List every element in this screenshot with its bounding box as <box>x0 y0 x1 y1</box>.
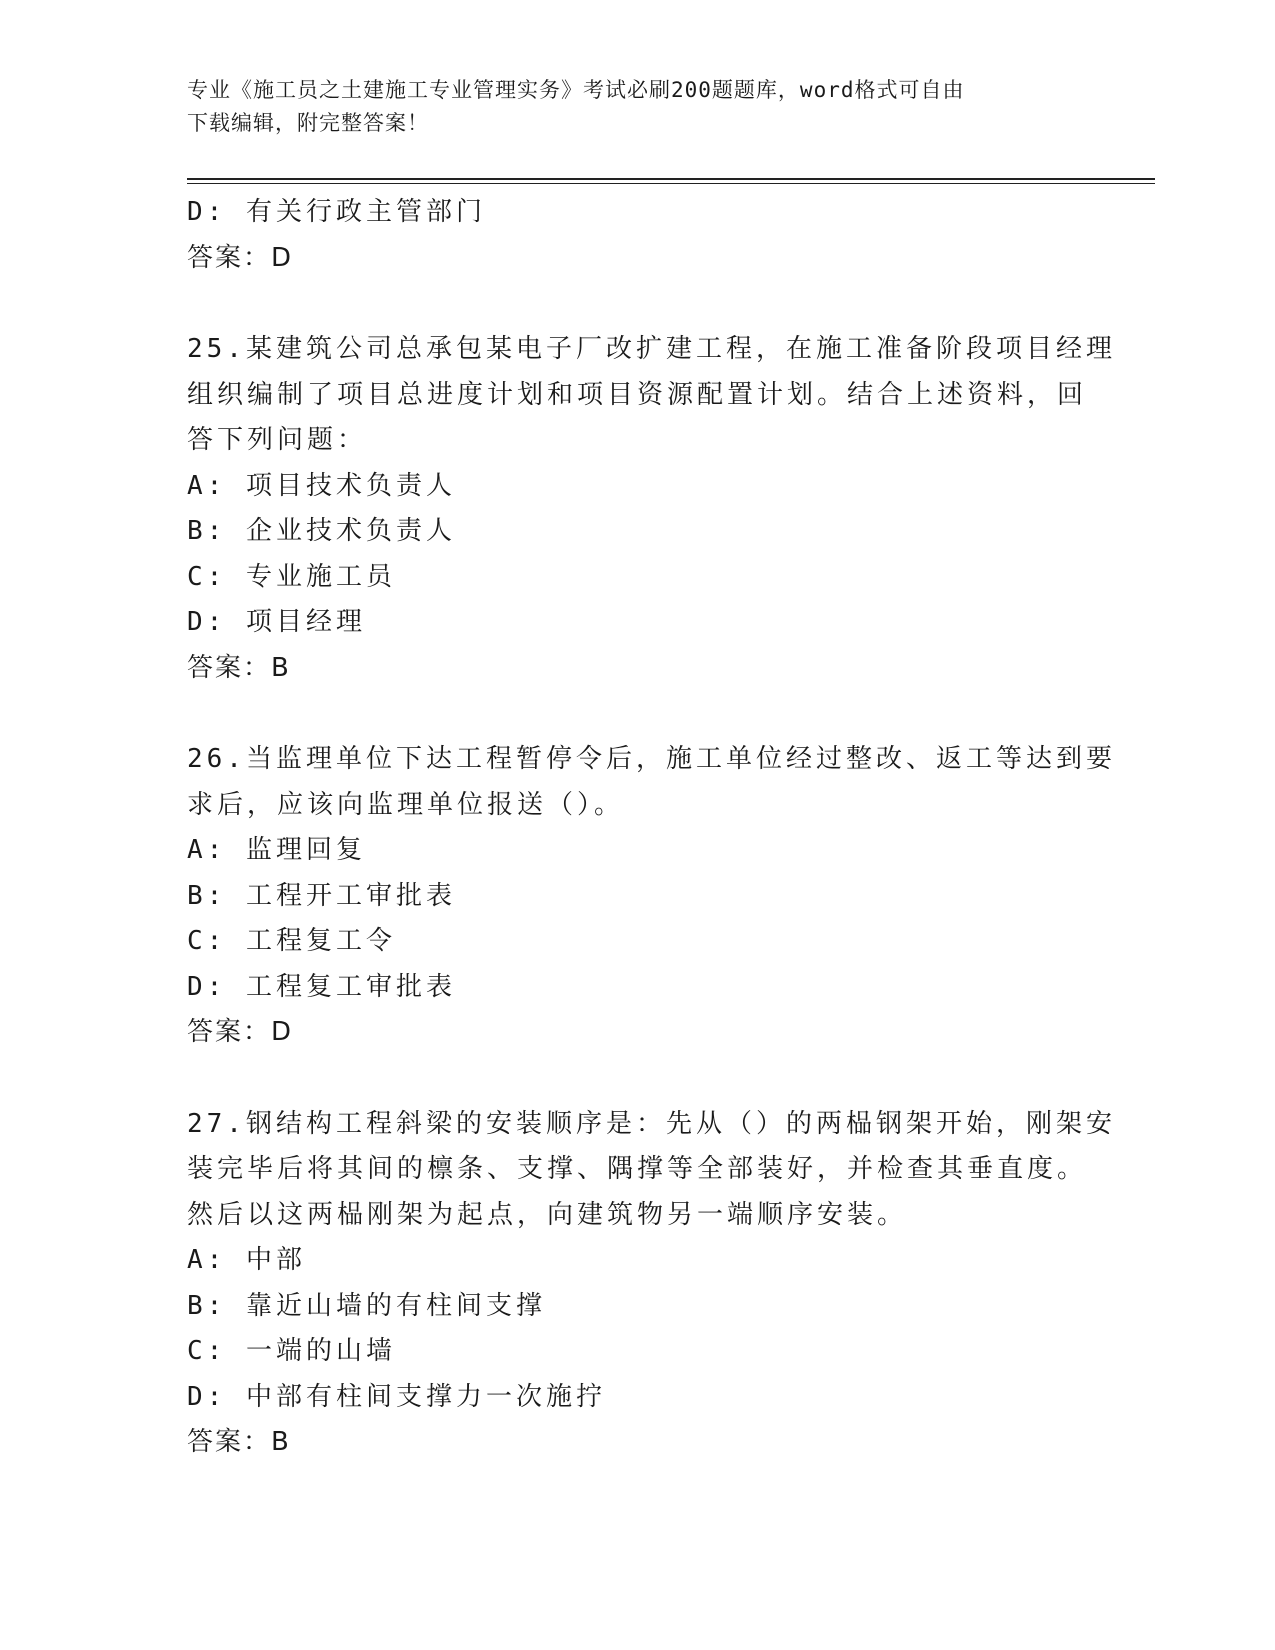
question-content <box>187 190 1116 1466</box>
header-divider-thick <box>187 178 1155 180</box>
question-stem-line: 求后，应该向监理单位报送（）。 <box>187 789 625 820</box>
option-c: C: 工程复工令 <box>187 926 396 956</box>
answer: 答案：D <box>187 1017 294 1047</box>
option-b: B: 靠近山墙的有柱间支撑 <box>187 1290 546 1321</box>
question-26 <box>187 737 1116 1056</box>
prev-answer: 答案：D <box>187 242 294 273</box>
spacer <box>187 281 1087 327</box>
prev-option-d: D: 有关行政主管部门 <box>187 197 486 227</box>
question-stem-line: 然后以这两榀刚架为起点，向建筑物另一端顺序安装。 <box>187 1199 908 1230</box>
option-c: C: 一端的山墙 <box>187 1336 396 1366</box>
question-27 <box>187 1102 1116 1466</box>
spacer <box>187 691 1087 737</box>
option-b: B: 企业技术负责人 <box>187 516 456 546</box>
question-stem-line: 27.钢结构工程斜梁的安装顺序是：先从（）的两榀钢架开始，刚架安 <box>187 1108 1116 1139</box>
option-b: B: 工程开工审批表 <box>187 880 456 911</box>
spacer <box>187 1056 1087 1102</box>
question-stem-line: 装完毕后将其间的檩条、支撑、隅撑等全部装好，并检查其垂直度。 <box>187 1154 1088 1184</box>
question-stem-line: 26.当监理单位下达工程暂停令后，施工单位经过整改、返工等达到要 <box>187 744 1116 774</box>
answer: 答案：B <box>187 1427 291 1457</box>
question-stem-line: 25.某建筑公司总承包某电子厂改扩建工程，在施工准备阶段项目经理 <box>187 334 1116 364</box>
option-d: D: 中部有柱间支撑力一次施拧 <box>187 1381 606 1412</box>
header-line-2: 下载编辑，附完整答案！ <box>187 111 429 135</box>
option-a: A: 监理回复 <box>187 835 366 865</box>
document-header <box>187 74 1067 140</box>
option-c: C: 专业施工员 <box>187 561 396 592</box>
option-d: D: 工程复工审批表 <box>187 971 456 1002</box>
header-divider-thin <box>187 183 1155 184</box>
option-a: A: 项目技术负责人 <box>187 470 456 501</box>
answer: 答案：B <box>187 652 291 683</box>
question-25 <box>187 327 1116 691</box>
option-d: D: 项目经理 <box>187 607 366 637</box>
header-line-1: 专业《施工员之土建施工专业管理实务》考试必刷200题题库，word格式可自由 <box>187 78 965 102</box>
question-stem-line: 答下列问题： <box>187 425 368 455</box>
option-a: A: 中部 <box>187 1245 306 1275</box>
question-stem-line: 组织编制了项目总进度计划和项目资源配置计划。结合上述资料，回 <box>187 379 1088 410</box>
